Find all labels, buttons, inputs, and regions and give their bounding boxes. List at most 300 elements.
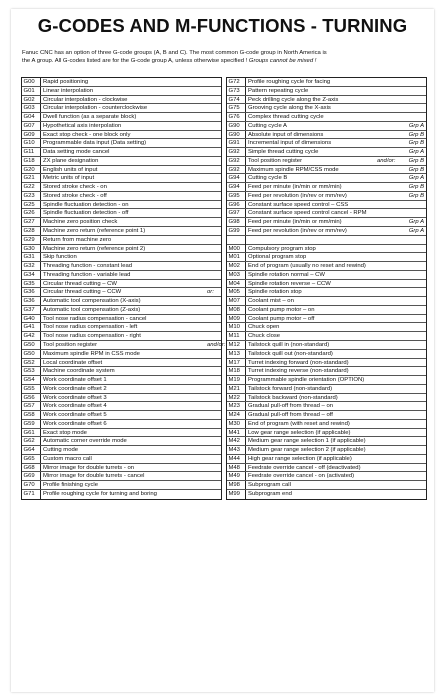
table-row (22, 376, 221, 385)
code-cell: M08 (228, 306, 240, 313)
description-cell: Programmable data input (Data setting) (43, 140, 147, 147)
code-cell: M21 (228, 385, 240, 392)
table-row (227, 472, 426, 481)
code-cell: M12 (228, 341, 240, 348)
description-cell: Work coordinate offset 6 (43, 420, 107, 427)
document-sheet (11, 9, 434, 692)
code-cell: G30 (23, 245, 35, 252)
description-cell: Tool nose radius compensation - left (43, 324, 138, 331)
description-cell: Profile roughing cycle for facing (248, 79, 331, 85)
code-cell: M04 (228, 280, 240, 287)
description-cell: Coolant mist – on (248, 298, 294, 305)
code-cell: M23 (228, 403, 240, 410)
group-label: Grp A (408, 122, 424, 129)
table-row (22, 306, 221, 315)
description-cell: Work coordinate offset 2 (43, 385, 107, 392)
code-cell: G71 (23, 490, 35, 497)
description-cell: Profile roughing cycle for turning and boring (43, 490, 157, 497)
table-row (22, 420, 221, 429)
code-cell: G27 (23, 219, 35, 226)
description-cell: Feed per revolution (in/rev or mm/rev) (248, 228, 347, 235)
code-cell: G07 (23, 122, 35, 129)
description-cell: Rapid positioning (43, 79, 89, 85)
table-row (227, 78, 426, 87)
code-cell: G54 (23, 377, 35, 384)
description-cell: Machine zero return (reference point 1) (43, 228, 146, 235)
code-cell: M18 (228, 368, 240, 375)
alternate-note: and/or: (377, 157, 396, 164)
group-label: Grp B (408, 192, 424, 199)
description-cell: Turret indexing reverse (non-standard) (248, 368, 349, 375)
code-cell: G68 (23, 464, 35, 471)
description-cell: Constant surface speed control cancel - RPM (248, 210, 367, 217)
table-row (227, 148, 426, 157)
description-cell: Constant surface speed control – CSS (248, 201, 349, 208)
table-row (227, 359, 426, 368)
table-row (22, 402, 221, 411)
description-cell: Tool position register (43, 341, 98, 348)
code-cell: G99 (228, 228, 240, 235)
table-row (22, 437, 221, 446)
table-row (227, 183, 426, 192)
description-cell: Automatic corner override mode (43, 438, 127, 445)
alternate-note: and/or: (207, 341, 226, 348)
table-row (227, 385, 426, 394)
code-cell: M17 (228, 359, 240, 366)
description-cell: High gear range selection (if applicable) (248, 455, 352, 462)
table-row (22, 131, 221, 140)
table-row (227, 411, 426, 420)
table-row (227, 157, 426, 166)
code-cell: G36 (23, 298, 35, 305)
table-row (227, 288, 426, 297)
description-cell: Hypothetical axis interpolation (43, 122, 122, 129)
code-cell: G94 (228, 184, 240, 191)
description-cell: Low gear range selection (if applicable) (248, 429, 351, 436)
code-cell: G10 (23, 140, 35, 147)
code-cell: G91 (228, 140, 240, 147)
description-cell: Threading function - constant lead (43, 263, 133, 270)
table-row (227, 490, 426, 499)
table-row (22, 78, 221, 87)
code-cell: G00 (23, 79, 35, 85)
group-label: Grp B (408, 184, 424, 191)
table-row (22, 455, 221, 464)
table-row (22, 157, 221, 166)
description-cell: Feedrate override cancel - on (activated) (248, 473, 355, 480)
code-cell: M07 (228, 298, 240, 305)
description-cell: Tailstock quill out (non-standard) (248, 350, 333, 357)
intro-line-2-text: the A group. All G-codes listed are for the G-code group A, unless otherwise specified ! (22, 58, 248, 64)
code-cell: G72 (228, 79, 240, 85)
code-cell: G26 (23, 210, 35, 217)
code-cell: G92 (228, 166, 240, 173)
table-row (227, 323, 426, 332)
table-row (22, 96, 221, 105)
table-row (227, 253, 426, 262)
code-cell: G95 (228, 192, 240, 199)
description-cell: Skip function (43, 254, 77, 261)
description-cell: Circular thread cutting – CW (43, 280, 117, 287)
description-cell: Tool nose radius compensation - cancel (43, 315, 147, 322)
code-cell: G18 (23, 157, 35, 164)
table-row (22, 227, 221, 236)
group-label: Grp B (408, 157, 424, 164)
table-row (227, 209, 426, 218)
code-cell: G29 (23, 236, 35, 243)
description-cell: Automatic tool compensation (Z-axis) (43, 306, 141, 313)
code-cell: G40 (23, 315, 35, 322)
table-row (227, 87, 426, 96)
code-cell: M09 (228, 315, 240, 322)
code-cell: G57 (23, 403, 35, 410)
table-row (22, 87, 221, 96)
code-cell: G65 (23, 455, 35, 462)
description-cell: Spindle fluctuation detection - on (43, 201, 129, 208)
description-cell: Feed per minute (in/min or mm/min) (248, 184, 342, 191)
alternate-note: or: (207, 289, 214, 296)
table-row (22, 385, 221, 394)
description-cell: Exact stop mode (43, 429, 87, 436)
table-row (22, 490, 221, 499)
table-row (227, 455, 426, 464)
code-cell: G28 (23, 228, 35, 235)
table-row (227, 350, 426, 359)
description-cell: Linear interpolation (43, 87, 94, 94)
description-cell: Cutting cycle B (248, 175, 288, 182)
code-cell: G01 (23, 87, 35, 94)
code-cell: G98 (228, 219, 240, 226)
description-cell: Subprogram call (248, 482, 291, 489)
group-label: Grp A (408, 149, 424, 156)
intro-line-2-note: Groups cannot be mixed ! (248, 58, 317, 64)
code-cell: G94 (228, 175, 240, 182)
table-row (227, 481, 426, 490)
description-cell: Local coordinate offset (43, 359, 103, 366)
code-cell: G92 (228, 157, 240, 164)
description-cell: Exact stop check - one block only (43, 131, 131, 138)
description-cell: Coolant pump motor – on (248, 306, 315, 313)
description-cell: Tailstock backward (non-standard) (248, 394, 338, 401)
table-row (22, 350, 221, 359)
code-cell: M05 (228, 289, 240, 296)
table-row (227, 332, 426, 341)
description-cell: Cutting cycle A (248, 122, 287, 129)
description-cell: Work coordinate offset 3 (43, 394, 107, 401)
description-cell: Coolant pump motor – off (248, 315, 315, 322)
code-cell: M24 (228, 412, 240, 419)
description-cell: Feed per revolution (in/rev or mm/rev) (248, 192, 347, 199)
description-cell: English units of input (43, 166, 98, 173)
intro-line-2 (22, 57, 426, 65)
code-cell: G22 (23, 184, 35, 191)
description-cell: Compulsory program stop (248, 245, 316, 252)
description-cell: Spindle fluctuation detection - off (43, 210, 129, 217)
table-row (227, 315, 426, 324)
group-label: Grp B (408, 131, 424, 138)
group-label: Grp A (408, 228, 424, 235)
code-cell: M03 (228, 271, 240, 278)
description-cell: Return from machine zero (43, 236, 112, 243)
table-row (22, 253, 221, 262)
table-row (227, 96, 426, 105)
description-cell: Circular interpolation - clockwise (43, 96, 128, 103)
table-row (22, 411, 221, 420)
table-row (227, 192, 426, 201)
table-row (22, 245, 221, 254)
code-cell: G75 (228, 105, 240, 112)
description-cell: Subprogram end (248, 490, 292, 497)
description-cell: End of program (usually no reset and rewind) (248, 263, 366, 270)
code-cell: G90 (228, 131, 240, 138)
description-cell: Mirror image for double turrets - on (43, 464, 135, 471)
table-row (227, 306, 426, 315)
code-cell: G41 (23, 324, 35, 331)
description-cell: Machine zero position check (43, 219, 118, 226)
table-row (22, 122, 221, 131)
code-cell: M22 (228, 394, 240, 401)
code-cell: G69 (23, 473, 35, 480)
table-row (227, 280, 426, 289)
code-cell: M02 (228, 263, 240, 270)
description-cell: Feedrate override cancel - off (deactivated) (248, 464, 361, 471)
table-row (22, 201, 221, 210)
code-cell: G64 (23, 447, 35, 454)
table-row (227, 245, 426, 254)
description-cell: Spindle rotation normal – CW (248, 271, 325, 278)
intro-line-1: Fanuc CNC has an option of three G-code groups (A, B and C). The most common G-code group in North America is (22, 50, 327, 56)
code-cell: G35 (23, 280, 35, 287)
description-cell: Complex thread cutting cycle (248, 114, 324, 121)
code-cell: G73 (228, 87, 240, 94)
table-row (22, 166, 221, 175)
code-cell: G36 (23, 289, 35, 296)
table-row (22, 139, 221, 148)
code-cell: G56 (23, 394, 35, 401)
table-row (227, 402, 426, 411)
code-cell: G76 (228, 114, 240, 121)
code-cell: G58 (23, 412, 35, 419)
table-gap (227, 236, 426, 245)
table-row (22, 429, 221, 438)
code-cell: M30 (228, 420, 240, 427)
table-row (22, 446, 221, 455)
code-cell: G42 (23, 333, 35, 340)
description-cell: Chuck close (248, 333, 281, 340)
table-row (227, 227, 426, 236)
table-row (22, 315, 221, 324)
code-cell: M19 (228, 377, 240, 384)
table-row (22, 192, 221, 201)
description-cell: Circular interpolation - counterclockwise (43, 105, 148, 112)
code-cell: G55 (23, 385, 35, 392)
group-label: Grp B (408, 166, 424, 173)
description-cell: Simple thread cutting cycle (248, 149, 319, 156)
table-row (22, 481, 221, 490)
code-cell: M42 (228, 438, 240, 445)
description-cell: Threading function - variable lead (43, 271, 131, 278)
table-row (227, 297, 426, 306)
table-row (227, 174, 426, 183)
code-cell: G11 (23, 149, 35, 156)
table-row (227, 464, 426, 473)
description-cell: Automatic tool compensation (X-axis) (43, 298, 141, 305)
description-cell: Mirror image for double turrets - cancel (43, 473, 145, 480)
description-cell: Tool position register (248, 157, 303, 164)
description-cell: Machine coordinate system (43, 368, 115, 375)
code-cell: M13 (228, 350, 240, 357)
table-row (22, 288, 221, 297)
description-cell: Work coordinate offset 5 (43, 412, 107, 419)
code-cell: G90 (228, 122, 240, 129)
code-cell: M10 (228, 324, 240, 331)
code-cell: G20 (23, 166, 35, 173)
code-cell: G50 (23, 341, 35, 348)
code-cell: M00 (228, 245, 240, 252)
table-row (227, 122, 426, 131)
table-row (227, 271, 426, 280)
code-cell: G53 (23, 368, 35, 375)
table-row (227, 420, 426, 429)
description-cell: Incremental input of dimensions (248, 140, 332, 147)
description-cell: Stored stroke check - off (43, 192, 107, 199)
description-cell: Tailstock quill in (non-standard) (248, 341, 330, 348)
table-row (22, 262, 221, 271)
description-cell: Spindle rotation stop (248, 289, 302, 296)
table-row (22, 104, 221, 113)
description-cell: Turret indexing forward (non-standard) (248, 359, 349, 366)
group-label: Grp A (408, 175, 424, 182)
description-cell: Spindle rotation reverse – CCW (248, 280, 331, 287)
table-row (22, 472, 221, 481)
code-cell: G50 (23, 350, 35, 357)
description-cell: Tailstock forward (non-standard) (248, 385, 333, 392)
table-row (227, 218, 426, 227)
table-row (22, 209, 221, 218)
description-cell: Pattern repeating cycle (248, 87, 309, 94)
code-cell: G59 (23, 420, 35, 427)
group-label: Grp B (408, 140, 424, 147)
code-cell: G52 (23, 359, 35, 366)
description-cell: Metric units of input (43, 175, 95, 182)
table-row (22, 271, 221, 280)
description-cell: Machine zero return (reference point 2) (43, 245, 146, 252)
code-cell: G03 (23, 105, 35, 112)
description-cell: Custom macro call (43, 455, 92, 462)
table-row (22, 332, 221, 341)
description-cell: ZX plane designation (43, 157, 99, 164)
description-cell: Cutting mode (43, 447, 79, 454)
table-row (227, 131, 426, 140)
code-cell: G21 (23, 175, 35, 182)
table-row (22, 341, 226, 350)
intro-paragraph (22, 49, 426, 65)
code-cell: G61 (23, 429, 35, 436)
code-cell: M11 (228, 333, 240, 340)
table-row (22, 113, 221, 122)
table-row (22, 218, 221, 227)
table-row (22, 367, 221, 376)
code-cell: G31 (23, 254, 35, 261)
table-row (227, 139, 426, 148)
table-row (227, 394, 426, 403)
code-cell: G70 (23, 482, 35, 489)
table-row (227, 429, 426, 438)
table-row (227, 376, 426, 385)
code-cell: G74 (228, 96, 240, 103)
table-row (227, 166, 426, 175)
code-cell: G92 (228, 149, 240, 156)
table-row (22, 394, 221, 403)
code-cell: M44 (228, 455, 240, 462)
code-cell: G09 (23, 131, 35, 138)
description-cell: Tool nose radius compensation - right (43, 333, 141, 340)
code-cell: G37 (23, 306, 35, 313)
table-row (22, 323, 221, 332)
description-cell: Gradual pull-off from thread – on (248, 403, 334, 410)
description-cell: Gradual pull-off from thread – off (248, 412, 333, 419)
table-row (22, 464, 221, 473)
table-row (227, 341, 426, 350)
code-cell: G62 (23, 438, 35, 445)
page-title: G-CODES AND M-FUNCTIONS - TURNING (37, 15, 408, 36)
description-cell: Medium gear range selection 2 (if applicable) (248, 447, 366, 454)
description-cell: Grooving cycle along the X-axis (248, 105, 331, 112)
table-row (22, 174, 221, 183)
table-row (227, 437, 426, 446)
description-cell: Optional program stop (248, 254, 307, 261)
table-row (227, 104, 426, 113)
table-row (22, 183, 221, 192)
description-cell: Chuck open (248, 324, 280, 331)
code-cell: M49 (228, 473, 240, 480)
table-row (22, 236, 221, 245)
table-row (22, 297, 221, 306)
code-cell: G02 (23, 96, 35, 103)
description-cell: Feed per minute (in/min or mm/min) (248, 219, 342, 226)
description-cell: Dwell function (as a separate block) (43, 114, 137, 121)
table-row (227, 446, 426, 455)
group-label: Grp A (408, 219, 424, 226)
code-cell: G34 (23, 271, 35, 278)
description-cell: Stored stroke check - on (43, 184, 107, 191)
description-cell: Programmable spindle orientation (OPTION) (248, 377, 365, 384)
table-row (227, 201, 426, 210)
code-cell: M01 (228, 254, 240, 261)
description-cell: Medium gear range selection 1 (if applicable) (248, 438, 366, 445)
table-row (227, 262, 426, 271)
table-row (22, 280, 221, 289)
code-cell: M48 (228, 464, 240, 471)
description-cell: Maximum spindle RPM in CSS mode (43, 350, 140, 357)
code-cell: G23 (23, 192, 35, 199)
code-cell: G25 (23, 201, 35, 208)
description-cell: Absolute input of dimensions (248, 131, 324, 138)
code-table-right (226, 77, 427, 500)
table-row (227, 113, 426, 122)
description-cell: End of program (with reset and rewind) (248, 420, 350, 427)
code-cell: G04 (23, 114, 35, 121)
description-cell: Work coordinate offset 4 (43, 403, 107, 410)
description-cell: Data setting mode cancel (43, 149, 110, 156)
table-row (22, 148, 221, 157)
code-cell: M41 (228, 429, 240, 436)
code-cell: M99 (228, 490, 240, 497)
description-cell: Work coordinate offset 1 (43, 377, 107, 384)
code-cell: G96 (228, 201, 240, 208)
code-cell: M43 (228, 447, 240, 454)
code-cell: G97 (228, 210, 240, 217)
